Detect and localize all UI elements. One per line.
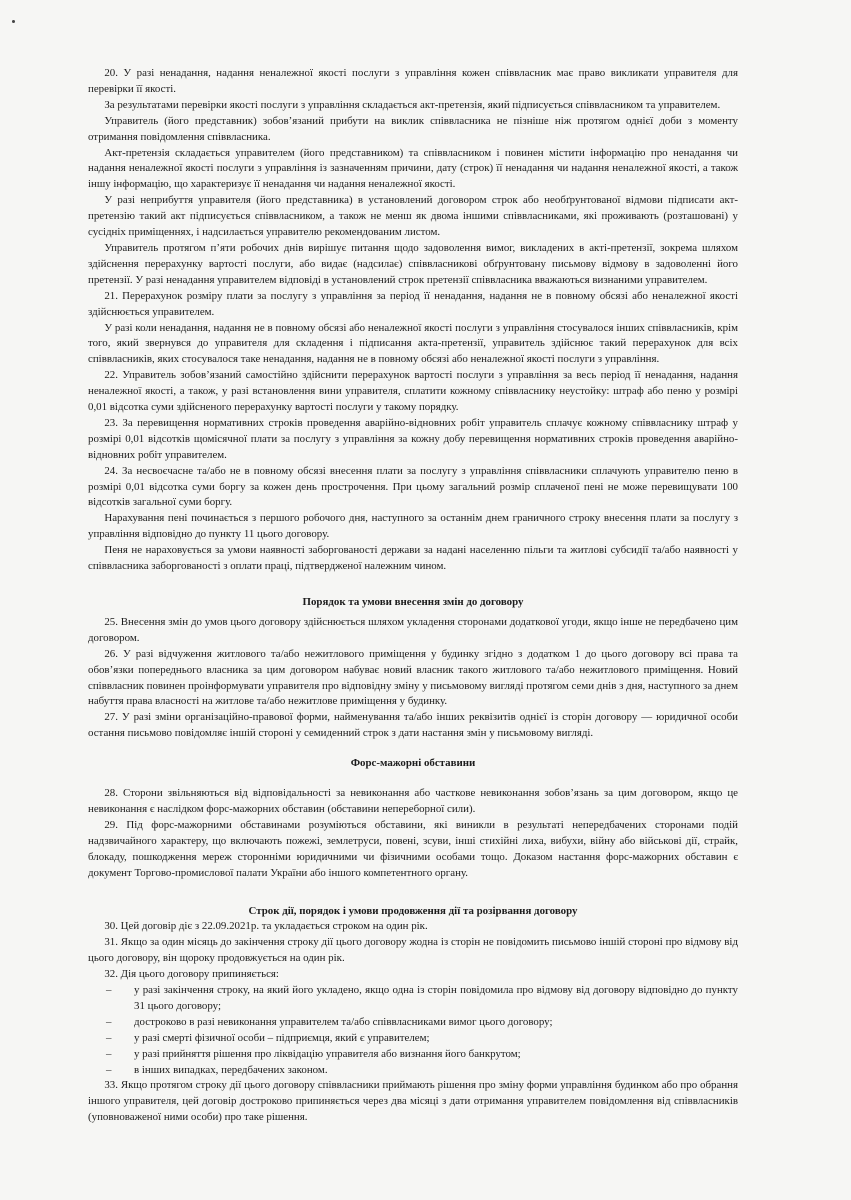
list-item: – достроково в разі невиконання управителем та/або співвласниками вимог цього договору; bbox=[106, 1015, 738, 1031]
list-item: – в інших випадках, передбачених законом. bbox=[106, 1063, 738, 1079]
scan-speck bbox=[12, 20, 15, 23]
paragraph: Управитель (його представник) зобов’язаний прибути на виклик співвласника не пізніше ніж протягом однієї доби з моменту отримання повідомлення співвласника. bbox=[88, 114, 738, 143]
list-item: – у разі прийняття рішення про ліквідацію управителя або визнання його банкрутом; bbox=[106, 1047, 738, 1063]
paragraph: 25. Внесення змін до умов цього договору здійснюється шляхом укладення сторонами додаткової угоди, якщо інше не передбачено цим договором. bbox=[88, 615, 738, 644]
paragraph: У разі коли ненадання, надання не в повному обсязі або неналежної якості послуги з управління стосувалося інших співвласників, крім того, який звернувся до управителя для складення і підписання акта-претензії, управитель здійснює такий перерахунок для всіх співвласників, яких стосувалося таке ненадання, надання не в повному обсязі або неналежної якості послуги з управління. bbox=[88, 321, 738, 366]
paragraph: Акт-претензія складається управителем (його представником) та співвласником і повинен містити інформацію про ненадання чи надання неналежної якості послуги з управління із зазначенням причини, дату (строк) її ненадання чи надання неналежної якості, а також іншу інформацію, що характеризує її ненадання чи надання неналежної якості. bbox=[88, 146, 738, 191]
paragraph: Пеня не нараховується за умови наявності заборгованості держави за надані населенню пільги та житлові субсидії та/або наявності у співвласника заборгованості з оплати праці, підтвердженої належним чином. bbox=[88, 544, 738, 573]
paragraph: 23. За перевищення нормативних строків проведення аварійно-відновних робіт управитель сплачує кожному співвласнику штраф у розмірі 0,01 відсотків щомісячної плати за послугу з управління за кожну добу перевищення нормативних строків проведення аварійно-відновних робіт управителем. bbox=[88, 416, 738, 461]
paragraph: 21. Перерахунок розміру плати за послугу з управління за період її ненадання, надання не в повному обсязі або неналежної якості здійснюється управителем. bbox=[88, 289, 738, 318]
paragraph: Нарахування пені починається з першого робочого дня, наступного за останнім днем граничного строку внесення плати за послугу з управління відповідно до пункту 11 цього договору. bbox=[88, 512, 738, 541]
paragraph: 20. У разі ненадання, надання неналежної якості послуги з управління кожен співвласник має право викликати управителя для перевірки її якості. bbox=[88, 67, 738, 95]
paragraph: 31. Якщо за один місяць до закінчення строку дії цього договору жодна із сторін не повідомить письмово іншій стороні про відмову від цього договору, він щороку продовжується на один рік. bbox=[88, 936, 738, 965]
paragraph: За результатами перевірки якості послуги з управління складається акт-претензія, який підписується співвласником та управителем. bbox=[88, 98, 721, 111]
paragraph: 24. За несвоєчасне та/або не в повному обсязі внесення плати за послугу з управління співвласники сплачують управителю пеню в розмірі 0,01 відсотка суми боргу за кожен день прострочення. При цьому загальний розмір сплаченої пені не може перевищувати 100 відсотків загальної суми боргу. bbox=[88, 464, 738, 509]
list-item: – у разі закінчення строку, на який його укладено, якщо одна із сторін повідомила про відмову від договору відповідно до пункту 31 цього договору; bbox=[106, 983, 738, 1015]
paragraph: 28. Сторони звільняються від відповідальності за невиконання або часткове невиконання зобов’язань за цим договором, якщо це невиконання є наслідком форс-мажорних обставин (обставини непереборної сили). bbox=[88, 787, 738, 815]
paragraph: 33. Якщо протягом строку дії цього договору співвласники приймають рішення про зміну форми управління будинком або про обрання іншого управителя, цей договір достроково припиняється через два місяці з дати отримання управителем повідомлення від співвласників (уповноваженої ними особи) про таке рішення. bbox=[88, 1079, 738, 1124]
section-title: Порядок та умови внесення змін до договору bbox=[302, 596, 524, 608]
paragraph: У разі неприбуття управителя (його представника) в установлений договором строк або необґрунтованої відмови підписати акт-претензію такий акт підписується співвласником, а також не менш як двома іншими співвласниками, які проживають (розташовані) у сусідніх приміщеннях, і надсилається управителю рекомендованим листом. bbox=[88, 194, 738, 239]
paragraph: Управитель протягом п’яти робочих днів вирішує питання щодо задоволення вимог, викладених в акті-претензії, зокрема шляхом здійснення перерахунку вартості послуги, або видає (надсилає) співвласникові обґрунтовану письмову відмову в задоволенні його претензії. У разі ненадання управителем відповіді в установлений строк претензії співвласника вважаються визнаними управителем. bbox=[88, 241, 738, 286]
paragraph: 26. У разі відчуження житлового та/або нежитлового приміщення у будинку згідно з додатком 1 до цього договору всі права та обов’язки попереднього власника за цим договором набуває новий власник такого житлового та/або нежитлового приміщення. Новий співвласник повинен проінформувати управителя про відповідну зміну у письмовому вигляді протягом семи днів з дня, наступного за днем набуття права власності на житлове та/або нежитлове приміщення у будинку. bbox=[88, 647, 738, 708]
paragraph: 32. Дія цього договору припиняється: bbox=[88, 968, 279, 981]
paragraph: 29. Під форс-мажорними обставинами розуміються обставини, які виникли в результаті непередбачених сторонами подій надзвичайного характеру, що включають пожежі, землетруси, повені, зсуви, інші стихійні лиха, вибухи, війну або військові дії, страйк, блокаду, пошкодження мереж сторонніми юридичними чи фізичними особами тощо. Доказом настання форс-мажорних обставин є документ Торгово-промислової палати України або іншого компетентного органу. bbox=[88, 818, 738, 879]
paragraph: 22. Управитель зобов’язаний самостійно здійснити перерахунок вартості послуги з управління за весь період її ненадання, надання неналежної якості, а також, у разі встановлення вини управителя, сплатити кожному співвласнику неустойку: штраф або пеню у розмірі 0,01 відсотка суми здійсненого перерахунку вартості послуги у такому порядку. bbox=[88, 369, 738, 414]
document-body bbox=[88, 66, 738, 1126]
paragraph: 30. Цей договір діє з 22.09.2021р. та укладається строком на один рік. bbox=[88, 920, 428, 933]
list-item: – у разі смерті фізичної особи – підприємця, який є управителем; bbox=[106, 1031, 738, 1047]
section-title: Форс-мажорні обставини bbox=[350, 757, 476, 770]
paragraph: 27. У разі зміни організаційно-правової форми, найменування та/або інших реквізитів однієї із сторін договору — юридичної особи остання письмово повідомляє іншій стороні у семиденний строк з дати настання змін у письмовому вигляді. bbox=[88, 711, 738, 740]
section-title: Строк дії, порядок і умови продовження дії та розірвання договору bbox=[248, 904, 578, 917]
termination-list bbox=[88, 983, 738, 1078]
